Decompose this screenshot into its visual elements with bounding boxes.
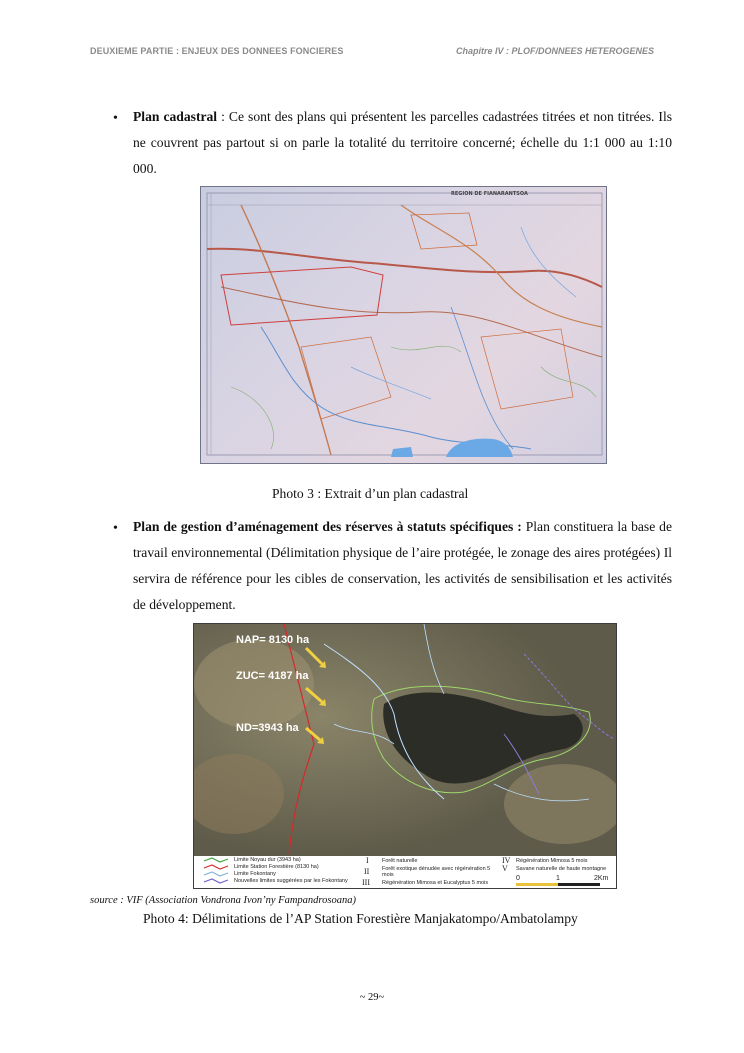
scale-bar — [516, 883, 600, 886]
photo4-caption: Photo 4: Délimitations de l’AP Station Forestière Manjakatompo/Ambatolampy — [143, 911, 578, 926]
cadastral-map-image — [200, 186, 607, 464]
paragraph-text: Plan constituera la base de travail environnemental (Délimitation physique de l’aire protégée, le zonage des aires protégées) Il servira de référence pour les cibles de conservation, les activités de sensibilisation et les activités de développement. — [133, 519, 673, 612]
legend-zone-text: Forêt exotique dénudée avec régénération 5 mois — [382, 866, 491, 878]
nap-area-label: NAP= 8130 ha — [236, 634, 310, 646]
protected-area-map-image — [193, 623, 617, 889]
page-header — [90, 46, 664, 60]
scale-label-0: 0 — [516, 875, 520, 882]
legend-zone-text: Régénération Mimosa et Eucalyptus 5 mois — [382, 880, 489, 886]
photo3-caption: Photo 3 : Extrait d’un plan cadastral — [272, 486, 469, 501]
legend-item: Limite Station Forestière (8130 ha) — [234, 864, 319, 870]
legend-zone-numeral: V — [502, 864, 508, 873]
map-region-title: REGION DE FIANARANTSOA — [451, 191, 528, 197]
legend-item: Nouvelles limites suggérées par les Fokontany — [234, 878, 348, 884]
legend-item: Limite Fokontany — [234, 871, 276, 877]
paragraph-plan-gestion — [133, 514, 672, 618]
cadastral-map-drawing — [201, 187, 607, 464]
header-part-title: DEUXIEME PARTIE : ENJEUX DES DONNEES FONCIERES — [90, 46, 344, 56]
legend-zone-text: Forêt naturelle — [382, 858, 418, 864]
nd-area-label: ND=3943 ha — [236, 722, 299, 734]
scale-label-1: 1 — [556, 875, 560, 882]
legend-zone-numeral: I — [366, 856, 369, 865]
legend-item: Limite Noyau dur (3943 ha) — [234, 857, 301, 863]
paragraph-plan-cadastral — [133, 104, 672, 182]
map-legend — [194, 856, 616, 888]
zuc-area-label: ZUC= 4187 ha — [236, 670, 309, 682]
header-chapter-title: Chapitre IV : PLOF/DONNEES HETEROGENES — [455, 46, 654, 56]
scale-label-2: 2Km — [594, 875, 609, 882]
term-plan-cadastral: Plan cadastral — [133, 109, 218, 124]
legend-line-swatches — [202, 856, 232, 888]
legend-zone-numeral: III — [362, 878, 370, 887]
legend-zone-text: Régénération Mimosa 5 mois — [516, 858, 588, 864]
paragraph-text: : Ce sont des plans qui présentent les parcelles cadastrées titrées et non titrées. Ils ne couvrent pas partout si on parle la totalité du territoire concerné; échelle du 1:1 000 au 1:10 000. — [133, 109, 673, 176]
legend-zone-numeral: II — [364, 867, 370, 876]
page-number: ~ 29~ — [359, 992, 385, 1003]
legend-zone-text: Savane naturelle de haute montagne — [516, 866, 607, 872]
protected-area-map-drawing — [194, 624, 616, 856]
term-plan-gestion: Plan de gestion d’aménagement des réserves à statuts spécifiques : — [133, 519, 522, 534]
legend-zone-numeral: IV — [502, 856, 511, 865]
photo4-source: source : VIF (Association Vondrona Ivon’ny Fampandrosoana) — [90, 895, 356, 906]
bullet-marker: • — [113, 521, 118, 536]
bullet-marker: • — [113, 111, 118, 126]
